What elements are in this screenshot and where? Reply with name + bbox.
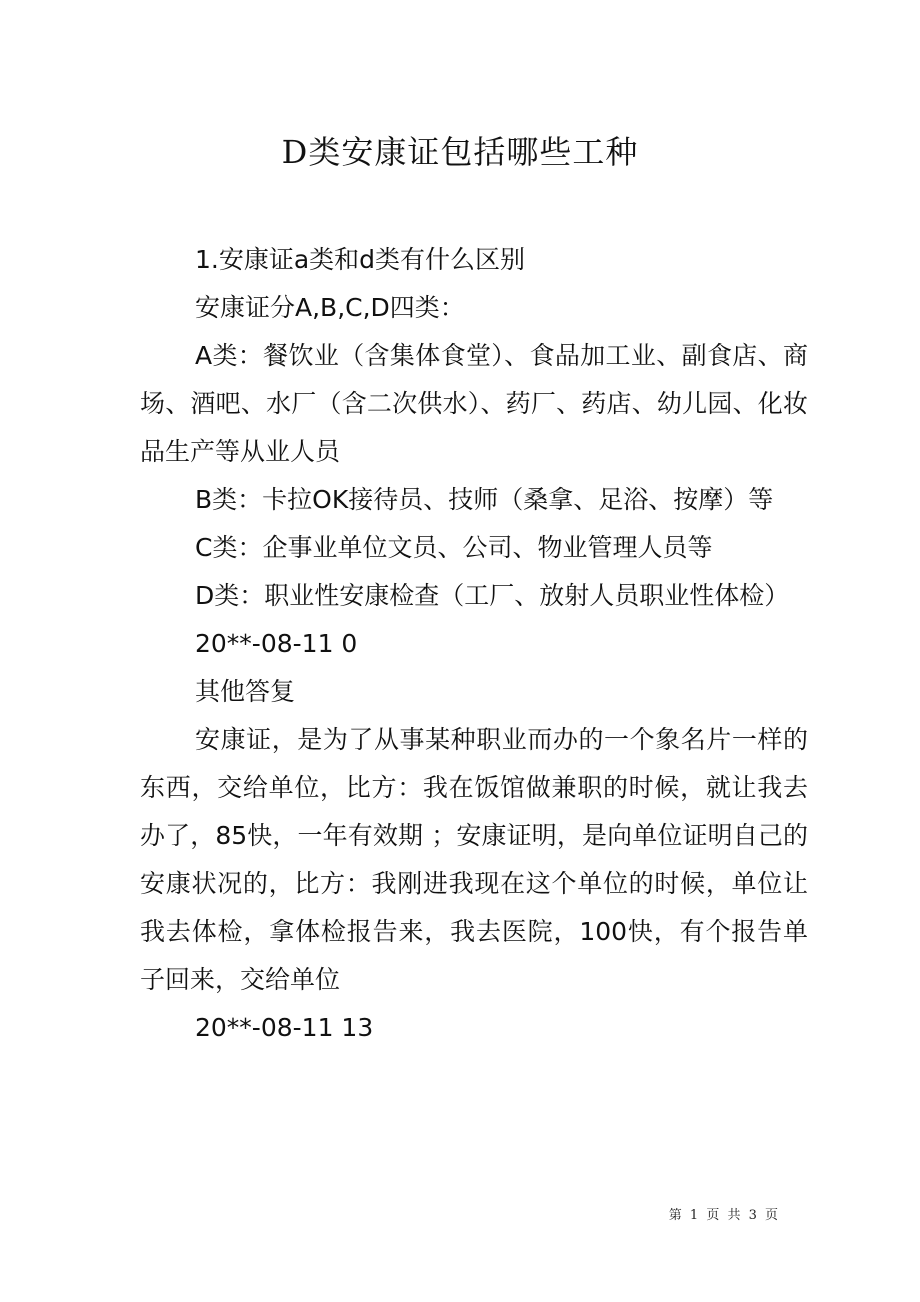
paragraph-category-b: B类：卡拉OK接待员、技师（桑拿、足浴、按摩）等 (195, 485, 774, 514)
paragraph-question: 1.安康证a类和d类有什么区别 (195, 245, 526, 274)
paragraph-categories-intro: 安康证分A,B,C,D四类： (195, 293, 465, 322)
paragraph-category-c: C类：企事业单位文员、公司、物业管理人员等 (195, 533, 713, 562)
paragraph-answer-body: 安康证，是为了从事某种职业而办的一个象名片一样的东西，交给单位，比方：我在饭馆做兼职的时候，就让我去办了，85快，一年有效期 ；安康证明，是向单位证明自己的安康状况的，比方：我刚进我现在这个单位的时候，单位让我去体检，拿体检报告来，我去医院，100快，有个报告单子回来，交给单位 (140, 725, 808, 994)
document-title: D类安康证包括哪些工种 (281, 133, 639, 171)
document-body (140, 236, 808, 1052)
page-number-footer: 第 1 页 共 3 页 (668, 1208, 780, 1223)
paragraph-category-a: A类：餐饮业（含集体食堂）、食品加工业、副食店、商场、酒吧、水厂（含二次供水）、药厂、药店、幼儿园、化妆品生产等从业人员 (140, 341, 808, 466)
paragraph-category-d: D类：职业性安康检查（工厂、放射人员职业性体检） (195, 581, 790, 610)
paragraph-date-2: 20**-08-11 13 (195, 1013, 374, 1042)
paragraph-other-answers: 其他答复 (195, 677, 296, 706)
paragraph-date-1: 20**-08-11 0 (195, 629, 358, 658)
